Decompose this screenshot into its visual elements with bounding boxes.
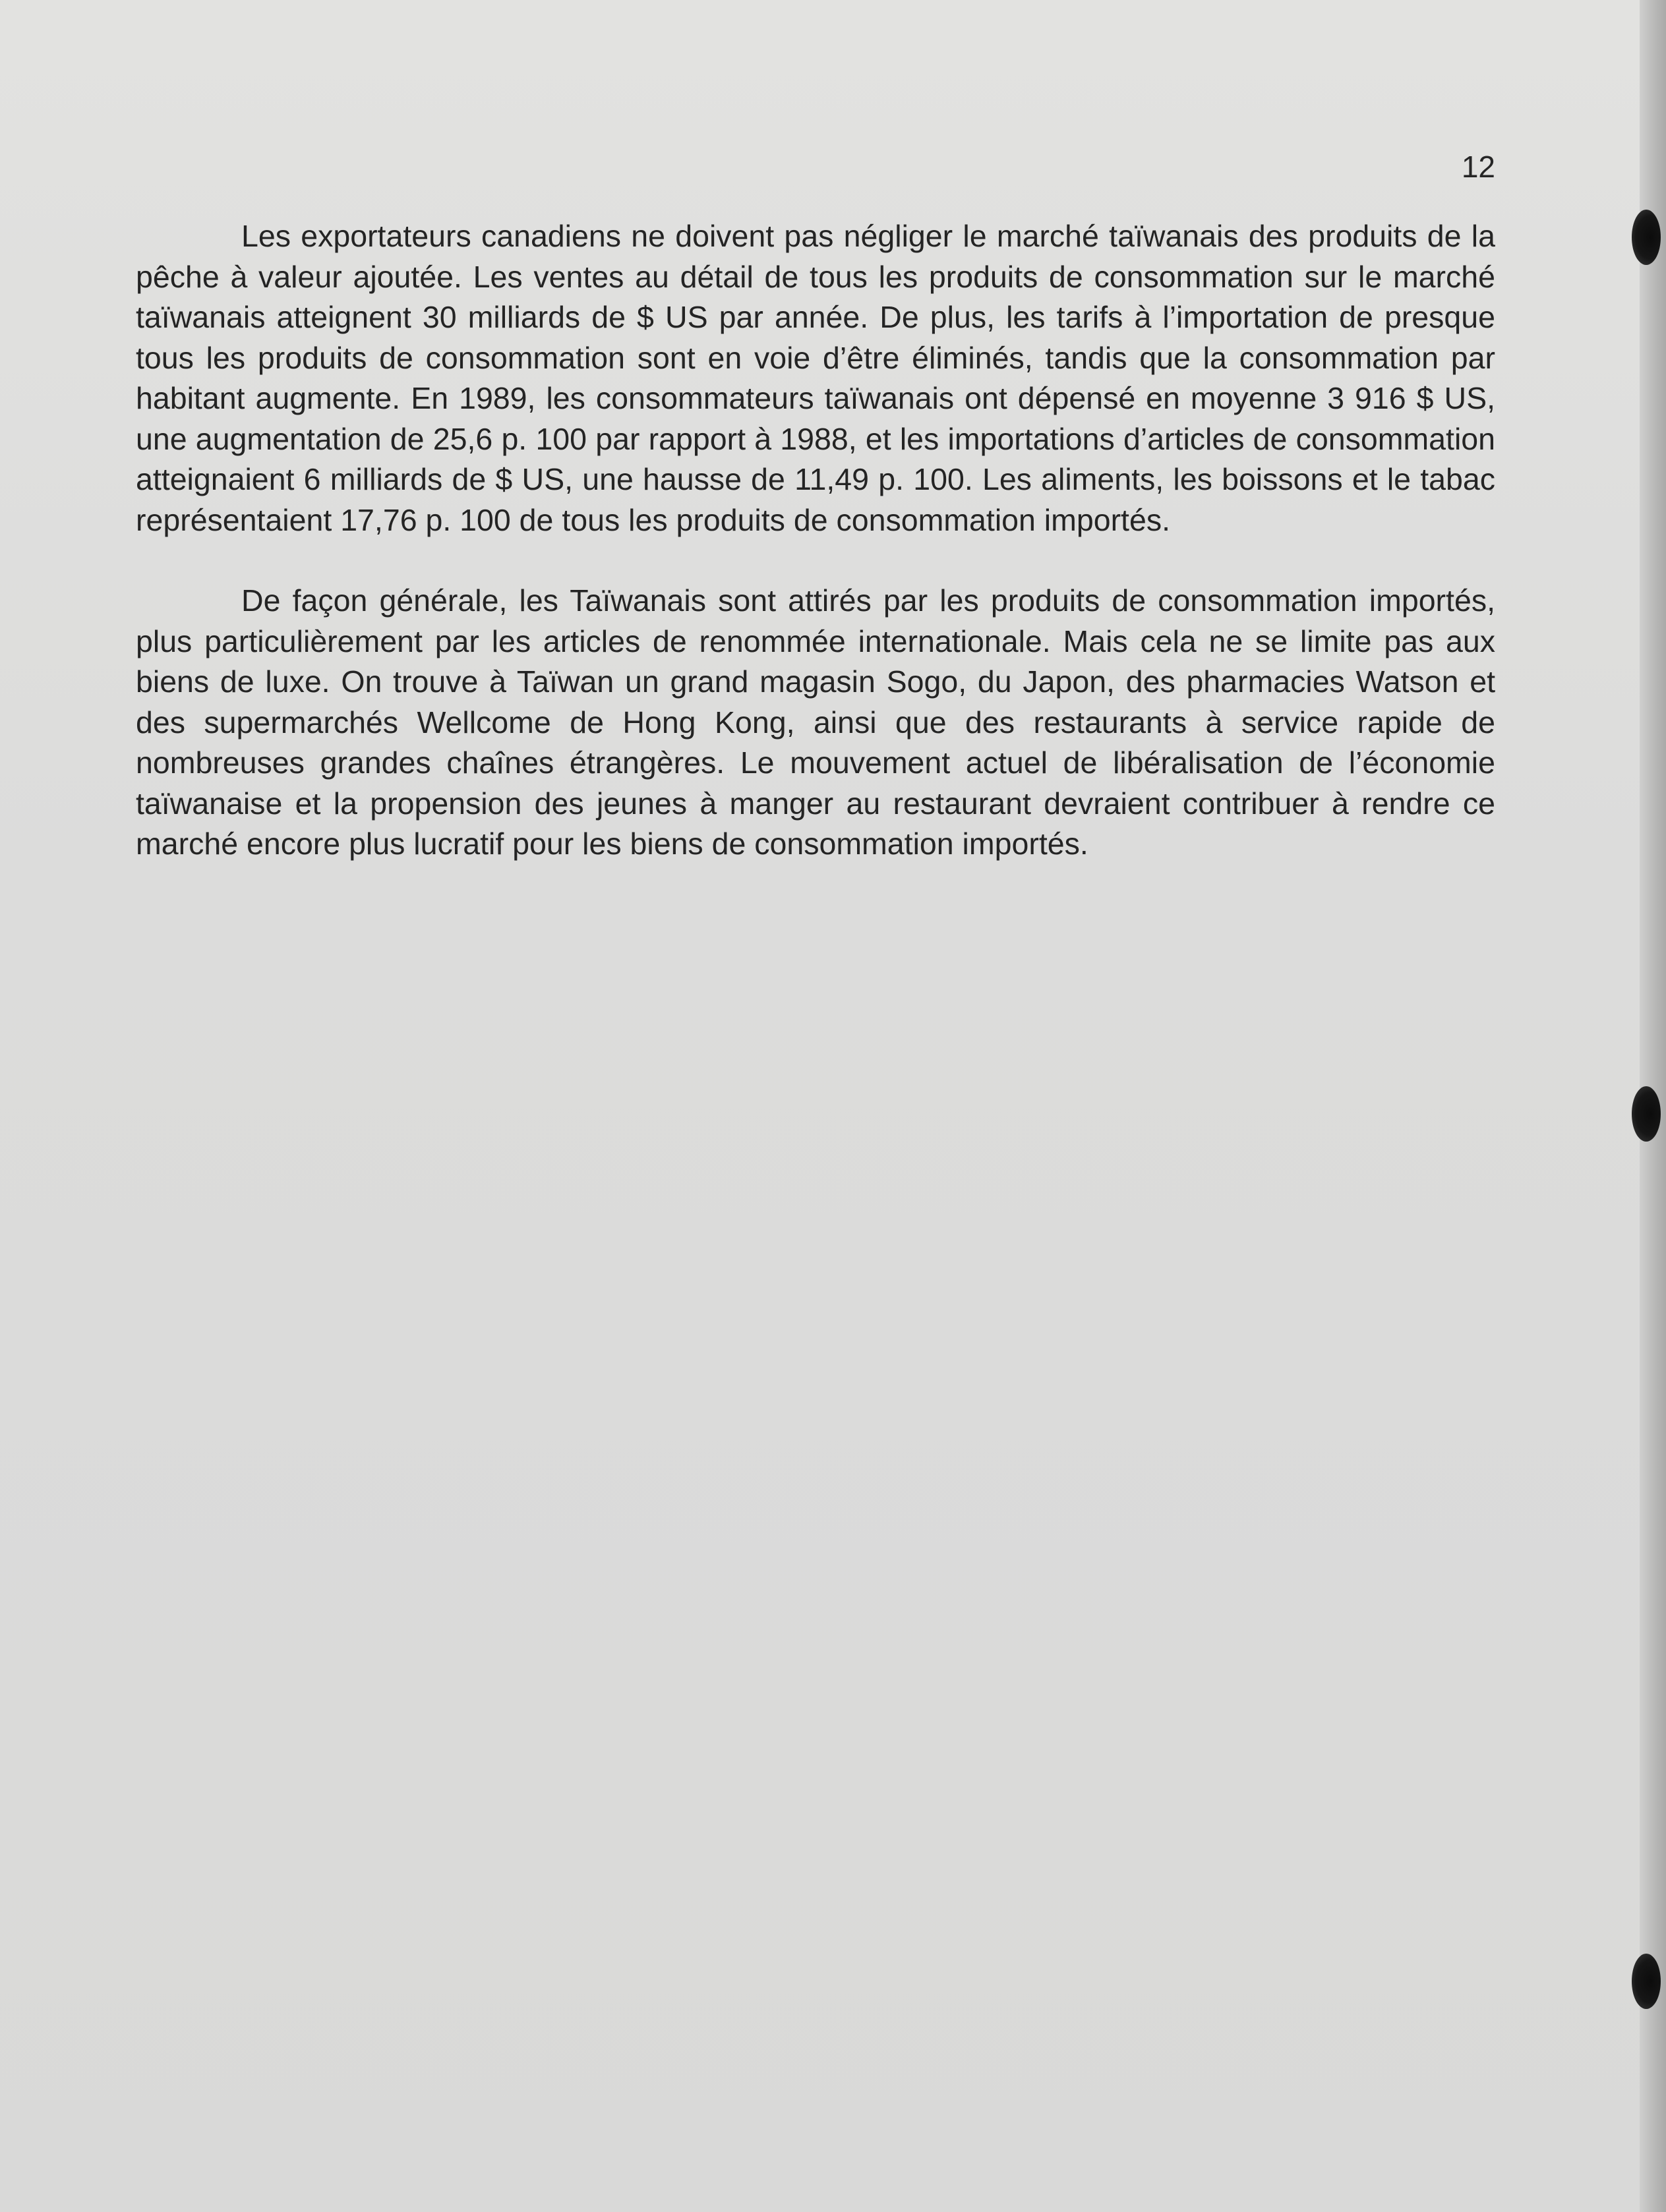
page-number: 12: [1461, 150, 1495, 184]
paragraph-1: Les exportateurs canadiens ne doivent pas négliger le marché taïwanais des produits de la pêche à valeur ajoutée. Les ventes au détail de tous les produits de consommation sur le marché taïwanais atteignent 30 milliards de $ US par année. De plus, les tarifs à l’importation de presque tous les produits de consommation sont en voie d’être éliminés, tandis que la consommation par habitant augmente. En 1989, les consommateurs taïwanais ont dépensé en moyenne 3 916 $ US, une augmentation de 25,6 p. 100 par rapport à 1988, et les importations d’articles de consommation atteignaient 6 milliards de $ US, une hausse de 11,49 p. 100. Les aliments, les boissons et le tabac représentaient 17,76 p. 100 de tous les produits de consommation importés.: [136, 219, 1495, 537]
body-text: [136, 216, 1495, 905]
binder-hole-bottom: [1632, 1954, 1661, 2009]
paragraph-2: De façon générale, les Taïwanais sont attirés par les produits de consommation importés, plus particulièrement par les articles de renommée internationale. Mais cela ne se limite pas aux biens de luxe. On trouve à Taïwan un grand magasin Sogo, du Japon, des pharmacies Watson et des supermarchés Wellcome de Hong Kong, ainsi que des restaurants à service rapide de nombreuses grandes chaînes étrangères. Le mouvement actuel de libéralisation de l’économie taïwanaise et la propension des jeunes à manger au restaurant devraient contribuer à rendre ce marché encore plus lucratif pour les biens de consommation importés.: [136, 583, 1495, 861]
binder-hole-top: [1632, 210, 1661, 265]
binder-hole-middle: [1632, 1086, 1661, 1142]
